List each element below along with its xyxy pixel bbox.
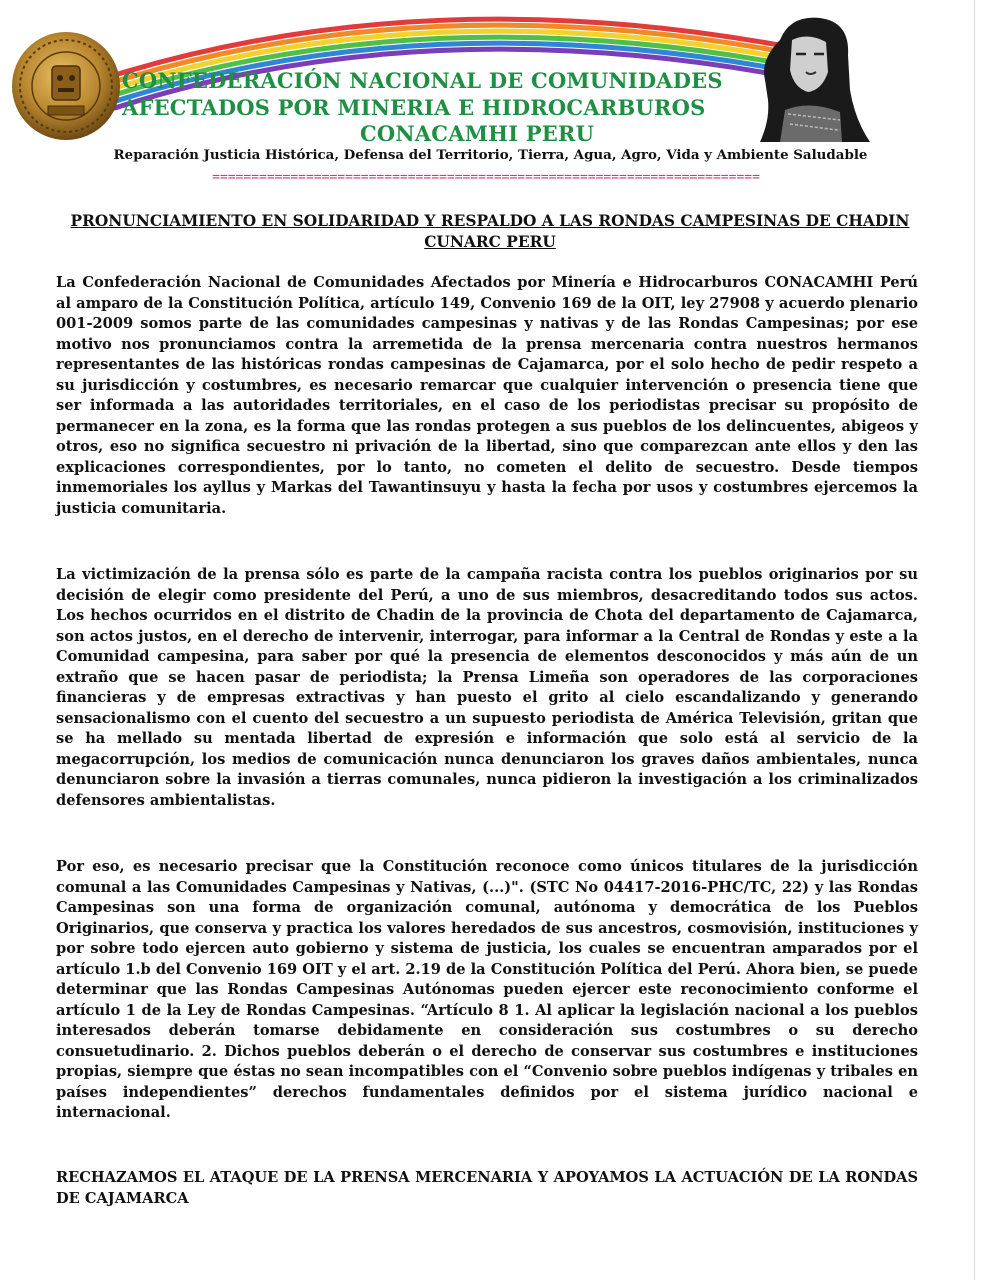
paragraph-3: Por eso, es necesario precisar que la Constitución reconoce como únicos titulares de la jurisdicción comunal a las Comunidades Campesinas y Nativas, (...)". (STC No 04417-2016-PHC/TC, 22) y las Rondas Campesinas son una forma de organización comunal, autónoma y democrática de los Pueblos Originarios, que conserva y practica los valores heredados de sus ancestros, cosmovisión, instituciones y por sobre todo ejercen auto gobierno y sistema de justicia, los cuales se encuentran amparados por el artículo 1.b del Convenio 169 OIT y el art. 2.19 de la Constitución Política del Perú. Ahora bien, se puede determinar que las Rondas Campesinas Autónomas pueden ejercer este reconocimiento conforme el artículo 1 de la Ley de Rondas Campesinas. “Artículo 8 1. Al aplicar la legislación nacional a los pueblos interesados deberán tomarse debidamente en consideración sus costumbres o su derecho consuetudinario. 2. Dichos pueblos deberán o el derecho de conservar sus costumbres e instituciones propias, siempre que éstas no sean incompatibles con el “Convenio sobre pueblos indígenas y tribales en países independientes” derechos fundamentales definidos por el sistema jurídico nacional e internacional.: [56, 858, 918, 1121]
page-edge: [974, 0, 975, 1280]
inca-sun-seal-icon: [10, 30, 122, 142]
closing-statement: RECHAZAMOS EL ATAQUE DE LA PRENSA MERCENARIA Y APOYAMOS LA ACTUACIÓN DE LA RONDAS DE CAJAMARCA: [56, 1169, 918, 1207]
document-title: PRONUNCIAMIENTO EN SOLIDARIDAD Y RESPALDO A LAS RONDAS CAMPESINAS DE CHADIN CUNARC PERU: [70, 212, 910, 251]
org-name-line-1: CONFEDERACIÓN NACIONAL DE COMUNIDADES: [122, 68, 723, 93]
org-name-line-2: AFECTADOS POR MINERIA E HIDROCARBUROS: [122, 95, 706, 120]
header-divider: ======================================================================: [212, 170, 760, 185]
paragraph-2: La victimización de la prensa sólo es parte de la campaña racista contra los pueblos originarios por su decisión de elegir como presidente del Perú, a uno de sus miembros, desacreditando todos sus actos. Los hechos ocurridos en el distrito de Chadin de la provincia de Chota del departamento de Cajamarca, son actos justos, en el derecho de intervenir, interrogar, para informar a la Central de Rondas y este a la Comunidad campesina, para saber por qué la presencia de elementos desconocidos y más aún de un extraño que se hacen pasar de periodista; la Prensa Limeña son operadores de las corporaciones financieras y de empresas extractivas y han puesto el grito al cielo escandalizando y generando sensacionalismo con el cuento del secuestro a un supuesto periodista de América Televisión, gritan que se ha mellado su mentada libertad de expresión e información que solo está al servicio de la megacorrupción, los medios de comunicación nunca denunciaron los graves daños ambientales, nunca denunciaron sobre la invasión a tierras comunales, nunca pidieron la investigación a los criminalizados defensores ambientalistas.: [56, 566, 918, 809]
org-motto: Reparación Justicia Histórica, Defensa del Territorio, Tierra, Agua, Agro, Vida y Ambiente Saludable: [113, 147, 868, 163]
paragraph-1: La Confederación Nacional de Comunidades Afectados por Minería e Hidrocarburos CONACAMHI Perú al amparo de la Constitución Política, artículo 149, Convenio 169 de la OIT, ley 27908 y acuerdo plenario 001-2009 somos parte de las comunidades campesinas y nativas y de las Rondas Campesinas; por ese motivo nos pronunciamos contra la arremetida de la prensa mercenaria contra nuestros hermanos representantes de las históricas rondas campesinas de Cajamarca, por el solo hecho de pedir respeto a su jurisdicción y costumbres, es necesario remarcar que cualquier intervención o presencia tiene que ser informada a las autoridades territoriales, en el caso de los periodistas precisar su propósito de permanecer en la zona, es la forma que las rondas protegen a sus pueblos de los delincuentes, abigeos y otros, eso no significa secuestro ni privación de la libertad, sino que comparezcan ante ellos y den las explicaciones correspondientes, por lo tanto, no cometen el delito de secuestro. Desde tiempos inmemoriales los ayllus y Markas del Tawantinsuyu y hasta la fecha por usos y costumbres ejercemos la justicia comunitaria.: [56, 274, 918, 517]
org-acronym: CONACAMHI PERU: [360, 121, 595, 146]
